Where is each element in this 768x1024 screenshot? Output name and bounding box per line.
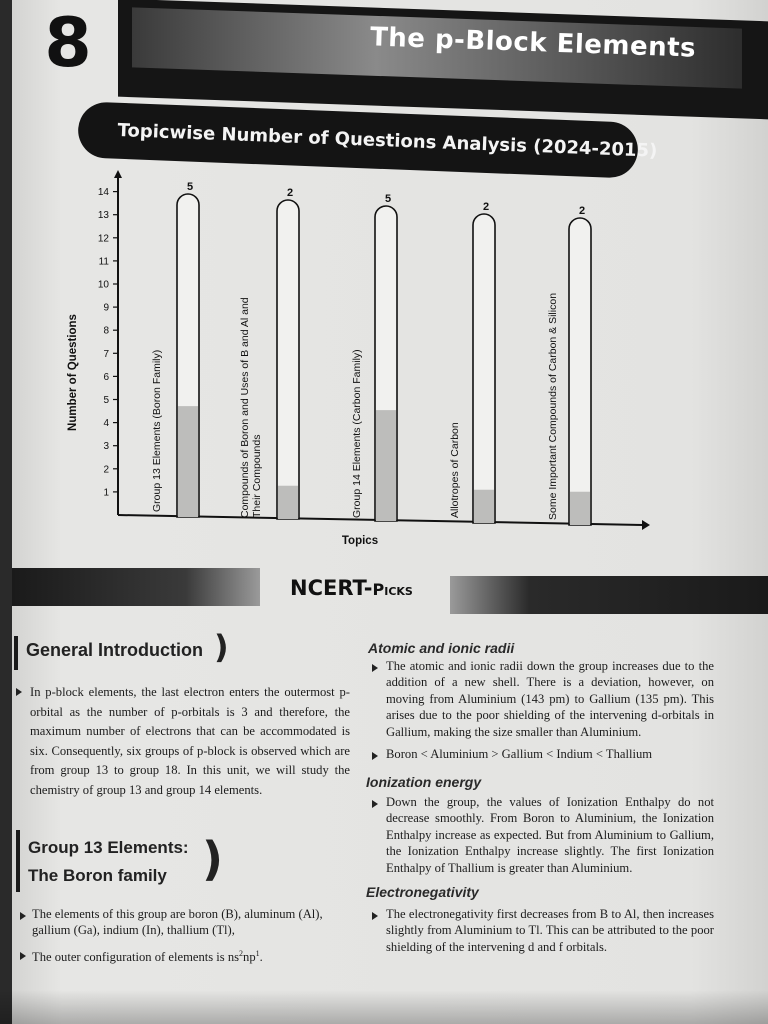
y-tick-label: 8 <box>103 325 109 337</box>
bar-value-label: 2 <box>482 201 490 213</box>
y-tick-label: 9 <box>103 302 109 314</box>
y-tick-label: 10 <box>97 279 109 291</box>
bar-value-label: 2 <box>578 205 586 217</box>
category-label: Compounds of Boron and Uses of B and Al and <box>239 297 251 518</box>
bar-fill <box>474 490 494 523</box>
general-intro-heading-bracket: ) <box>214 628 229 666</box>
bullet-arrow-icon <box>20 952 26 960</box>
bar-value-label: 2 <box>286 187 294 199</box>
section-title <box>290 576 413 600</box>
bullet-arrow-icon <box>372 664 378 672</box>
ionization-bullet1: Down the group, the values of Ionization Enthalpy do not decrease smoothly. From Boron to Aluminium, the Ionization Enthalpy increase as expected. But from Aluminium to Gallium, the Ionization Enthalpy increase slightly. The first Ionization Enthalpy of Thallium is greater than Aluminium. <box>386 795 714 875</box>
bar-fill <box>278 486 298 519</box>
ionization-heading: Ionization energy <box>366 774 482 790</box>
group13-heading-line2: The Boron family <box>28 866 167 885</box>
section-bar-right <box>450 576 768 614</box>
config-sup-p: 1 <box>255 949 260 958</box>
y-tick-label: 11 <box>98 256 109 268</box>
analysis-title: Topicwise Number of Questions Analysis (2024-2015) <box>117 120 658 162</box>
y-axis-label: Number of Questions <box>67 314 79 431</box>
bullet-arrow-icon <box>372 800 378 808</box>
group13-heading-bracket: ) <box>202 832 224 886</box>
y-tick-label: 2 <box>103 464 109 476</box>
bar-fill <box>570 492 590 525</box>
questions-bar-chart <box>60 166 660 556</box>
bar-fill <box>376 410 396 521</box>
electronegativity-bullet1: The electronegativity first decreases from B to Al, then increases slightly from Aluminium to Tl. This can be attributed to the poor shielding of the intervening d and f orbitals. <box>386 907 714 954</box>
bar-value-label: 5 <box>186 181 194 193</box>
section-bar-left <box>12 568 260 606</box>
y-tick-label: 14 <box>97 187 109 199</box>
y-tick-label: 4 <box>103 418 109 430</box>
bar-outline <box>569 218 591 525</box>
group13-heading-line1: Group 13 Elements: <box>28 838 189 857</box>
bullet-arrow-icon <box>372 752 378 760</box>
bar-fill <box>178 406 198 517</box>
bar-outline <box>277 200 299 519</box>
y-tick-label: 1 <box>103 487 109 499</box>
general-intro-text: In p-block elements, the last electron enters the outermost p-orbital as the number of p-orbitals is 3 and therefore, the maximum number of electrons that can be accommodated is six. Consequently, six groups of p-block is observed which are from group 13 to group 18. In this unit, we will study the chemistry of group 13 and group 14 elements. <box>30 685 350 797</box>
atomic-radii-bullet1: The atomic and ionic radii down the group increases due to the addition of a new shell. There is a deviation, however, on moving from Aluminium (143 pm) to Gallium (135 pm). This arises due to the poor shielding of the intervening d-orbitals in Gallium, making the size smaller than Aluminium. <box>386 659 714 739</box>
group13-bullet-config <box>32 946 356 966</box>
config-suffix: . <box>259 950 263 965</box>
electronegativity-heading: Electronegativity <box>366 884 479 900</box>
y-tick-label: 5 <box>103 395 109 406</box>
category-label: Group 14 Elements (Carbon Family) <box>351 349 363 518</box>
config-mid: np <box>243 950 256 965</box>
page-binding-edge <box>0 0 12 1024</box>
general-intro-heading-bar <box>14 636 18 670</box>
config-sup-s: 2 <box>239 949 244 958</box>
section-title-main: NCERT- <box>290 576 373 600</box>
bullet-arrow-icon <box>20 912 26 920</box>
category-label: Group 13 Elements (Boron Family) <box>151 349 163 512</box>
bullet-arrow-icon <box>372 912 378 920</box>
y-axis-arrow <box>114 170 122 178</box>
category-label: Some Important Compounds of Carbon & Silicon <box>547 292 559 520</box>
section-title-smallcaps: Picks <box>372 580 413 599</box>
atomic-radii-order: Boron < Aluminium > Gallium < Indium < Thallium <box>386 747 653 761</box>
x-axis-label: Topics <box>341 535 379 547</box>
category-label: Their Compounds <box>251 434 263 518</box>
atomic-radii-heading: Atomic and ionic radii <box>368 640 515 656</box>
config-prefix: The outer configuration of elements is ns <box>32 950 240 965</box>
general-intro-heading: General Introduction <box>26 640 204 660</box>
group13-heading-bar <box>16 830 20 892</box>
page-bottom-shadow <box>0 990 768 1024</box>
bar-value-label: 5 <box>384 193 392 205</box>
y-tick-label: 7 <box>103 348 109 360</box>
group13-bullet-elements: The elements of this group are boron (B), aluminum (Al), gallium (Ga), indium (In), thallium (Tl), <box>32 907 323 938</box>
y-tick-label: 6 <box>103 371 109 383</box>
chapter-title: The p-Block Elements <box>369 22 697 64</box>
y-tick-label: 13 <box>97 210 109 222</box>
y-tick-label: 12 <box>97 233 109 245</box>
x-axis-arrow <box>642 520 650 530</box>
bullet-arrow-icon <box>16 688 22 696</box>
chapter-number: 8 <box>44 4 92 83</box>
bar-outline <box>473 214 495 523</box>
y-tick-label: 3 <box>103 441 109 453</box>
category-label: Allotropes of Carbon <box>449 422 461 518</box>
